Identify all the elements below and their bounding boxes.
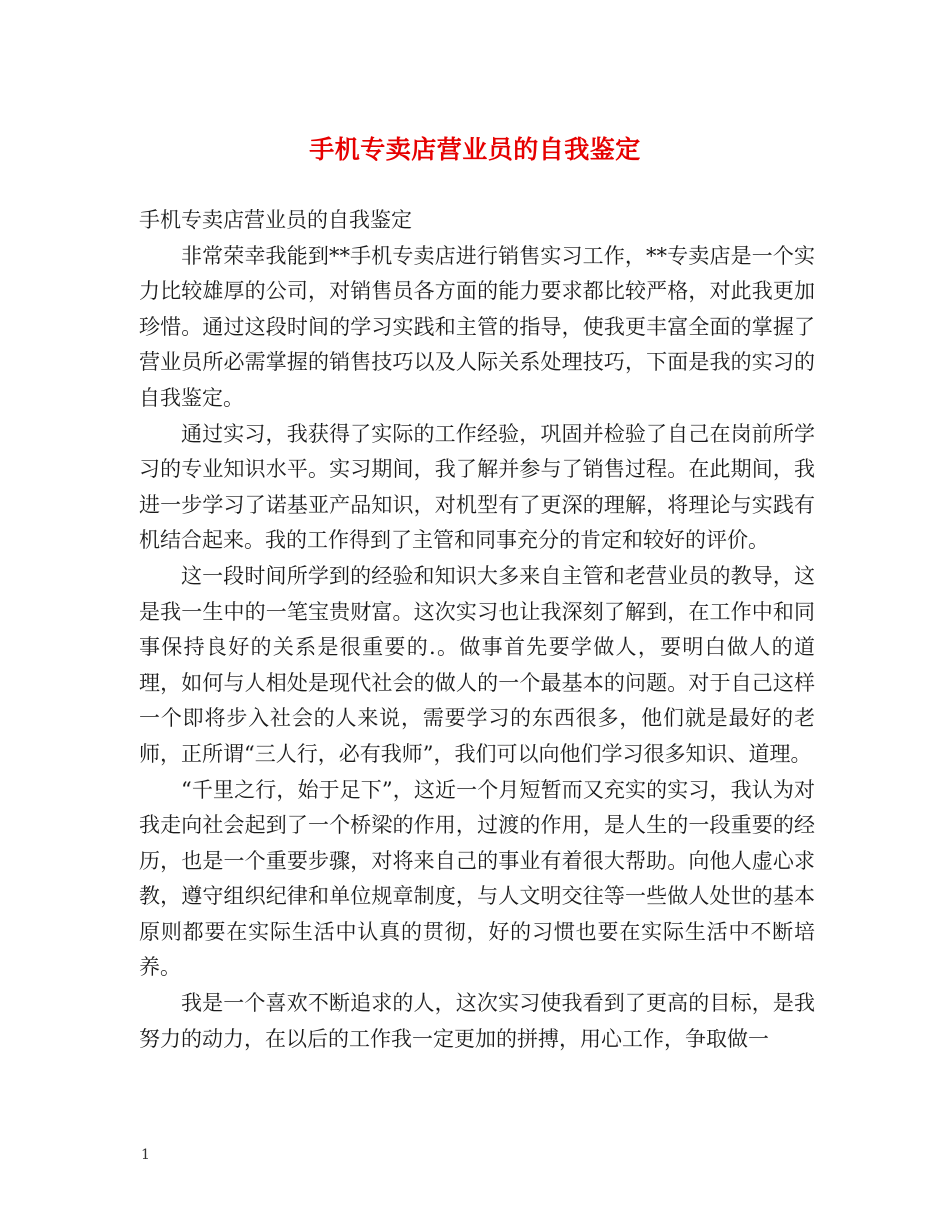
document-subtitle: 手机专卖店营业员的自我鉴定 (139, 208, 412, 232)
paragraph: 通过实习，我获得了实际的工作经验，巩固并检验了自己在岗前所学习的专业知识水平。实习期间，我了解并参与了销售过程。在此期间，我进一步学习了诺基亚产品知识，对机型有了更深的理解，将理论与实践有机结合起来。我的工作得到了主管和同事充分的肯定和较好的评价。 (139, 421, 815, 553)
paragraph: 非常荣幸我能到**手机专卖店进行销售实习工作，**专卖店是一个实力比较雄厚的公司，对销售员各方面的能力要求都比较严格，对此我更加珍惜。通过这段时间的学习实践和主管的指导，使我更丰富全面的掌握了营业员所必需掌握的销售技巧以及人际关系处理技巧，下面是我的实习的自我鉴定。 (139, 243, 815, 410)
document-body (139, 203, 815, 1057)
paragraph: “千里之行，始于足下”，这近一个月短暂而又充实的实习，我认为对我走向社会起到了一个桥梁的作用，过渡的作用，是人生的一段重要的经历，也是一个重要步骤，对将来自己的事业有着很大帮助。向他人虚心求教，遵守组织纪律和单位规章制度，与人文明交往等一些做人处世的基本原则都要在实际生活中认真的贯彻，好的习惯也要在实际生活中不断培养。 (139, 777, 815, 980)
paragraph: 我是一个喜欢不断追求的人，这次实习使我看到了更高的目标，是我努力的动力，在以后的工作我一定更加的拼搏，用心工作，争取做一 (139, 991, 815, 1051)
document-title: 手机专卖店营业员的自我鉴定 (309, 135, 641, 164)
page-number: 1 (141, 1147, 150, 1163)
paragraph: 这一段时间所学到的经验和知识大多来自主管和老营业员的教导，这是我一生中的一笔宝贵财富。这次实习也让我深刻了解到，在工作中和同事保持良好的关系是很重要的.。做事首先要学做人，要明白做人的道理，如何与人相处是现代社会的做人的一个最基本的问题。对于自己这样一个即将步入社会的人来说，需要学习的东西很多，他们就是最好的老师，正所谓“三人行，必有我师”，我们可以向他们学习很多知识、道理。 (139, 563, 815, 766)
